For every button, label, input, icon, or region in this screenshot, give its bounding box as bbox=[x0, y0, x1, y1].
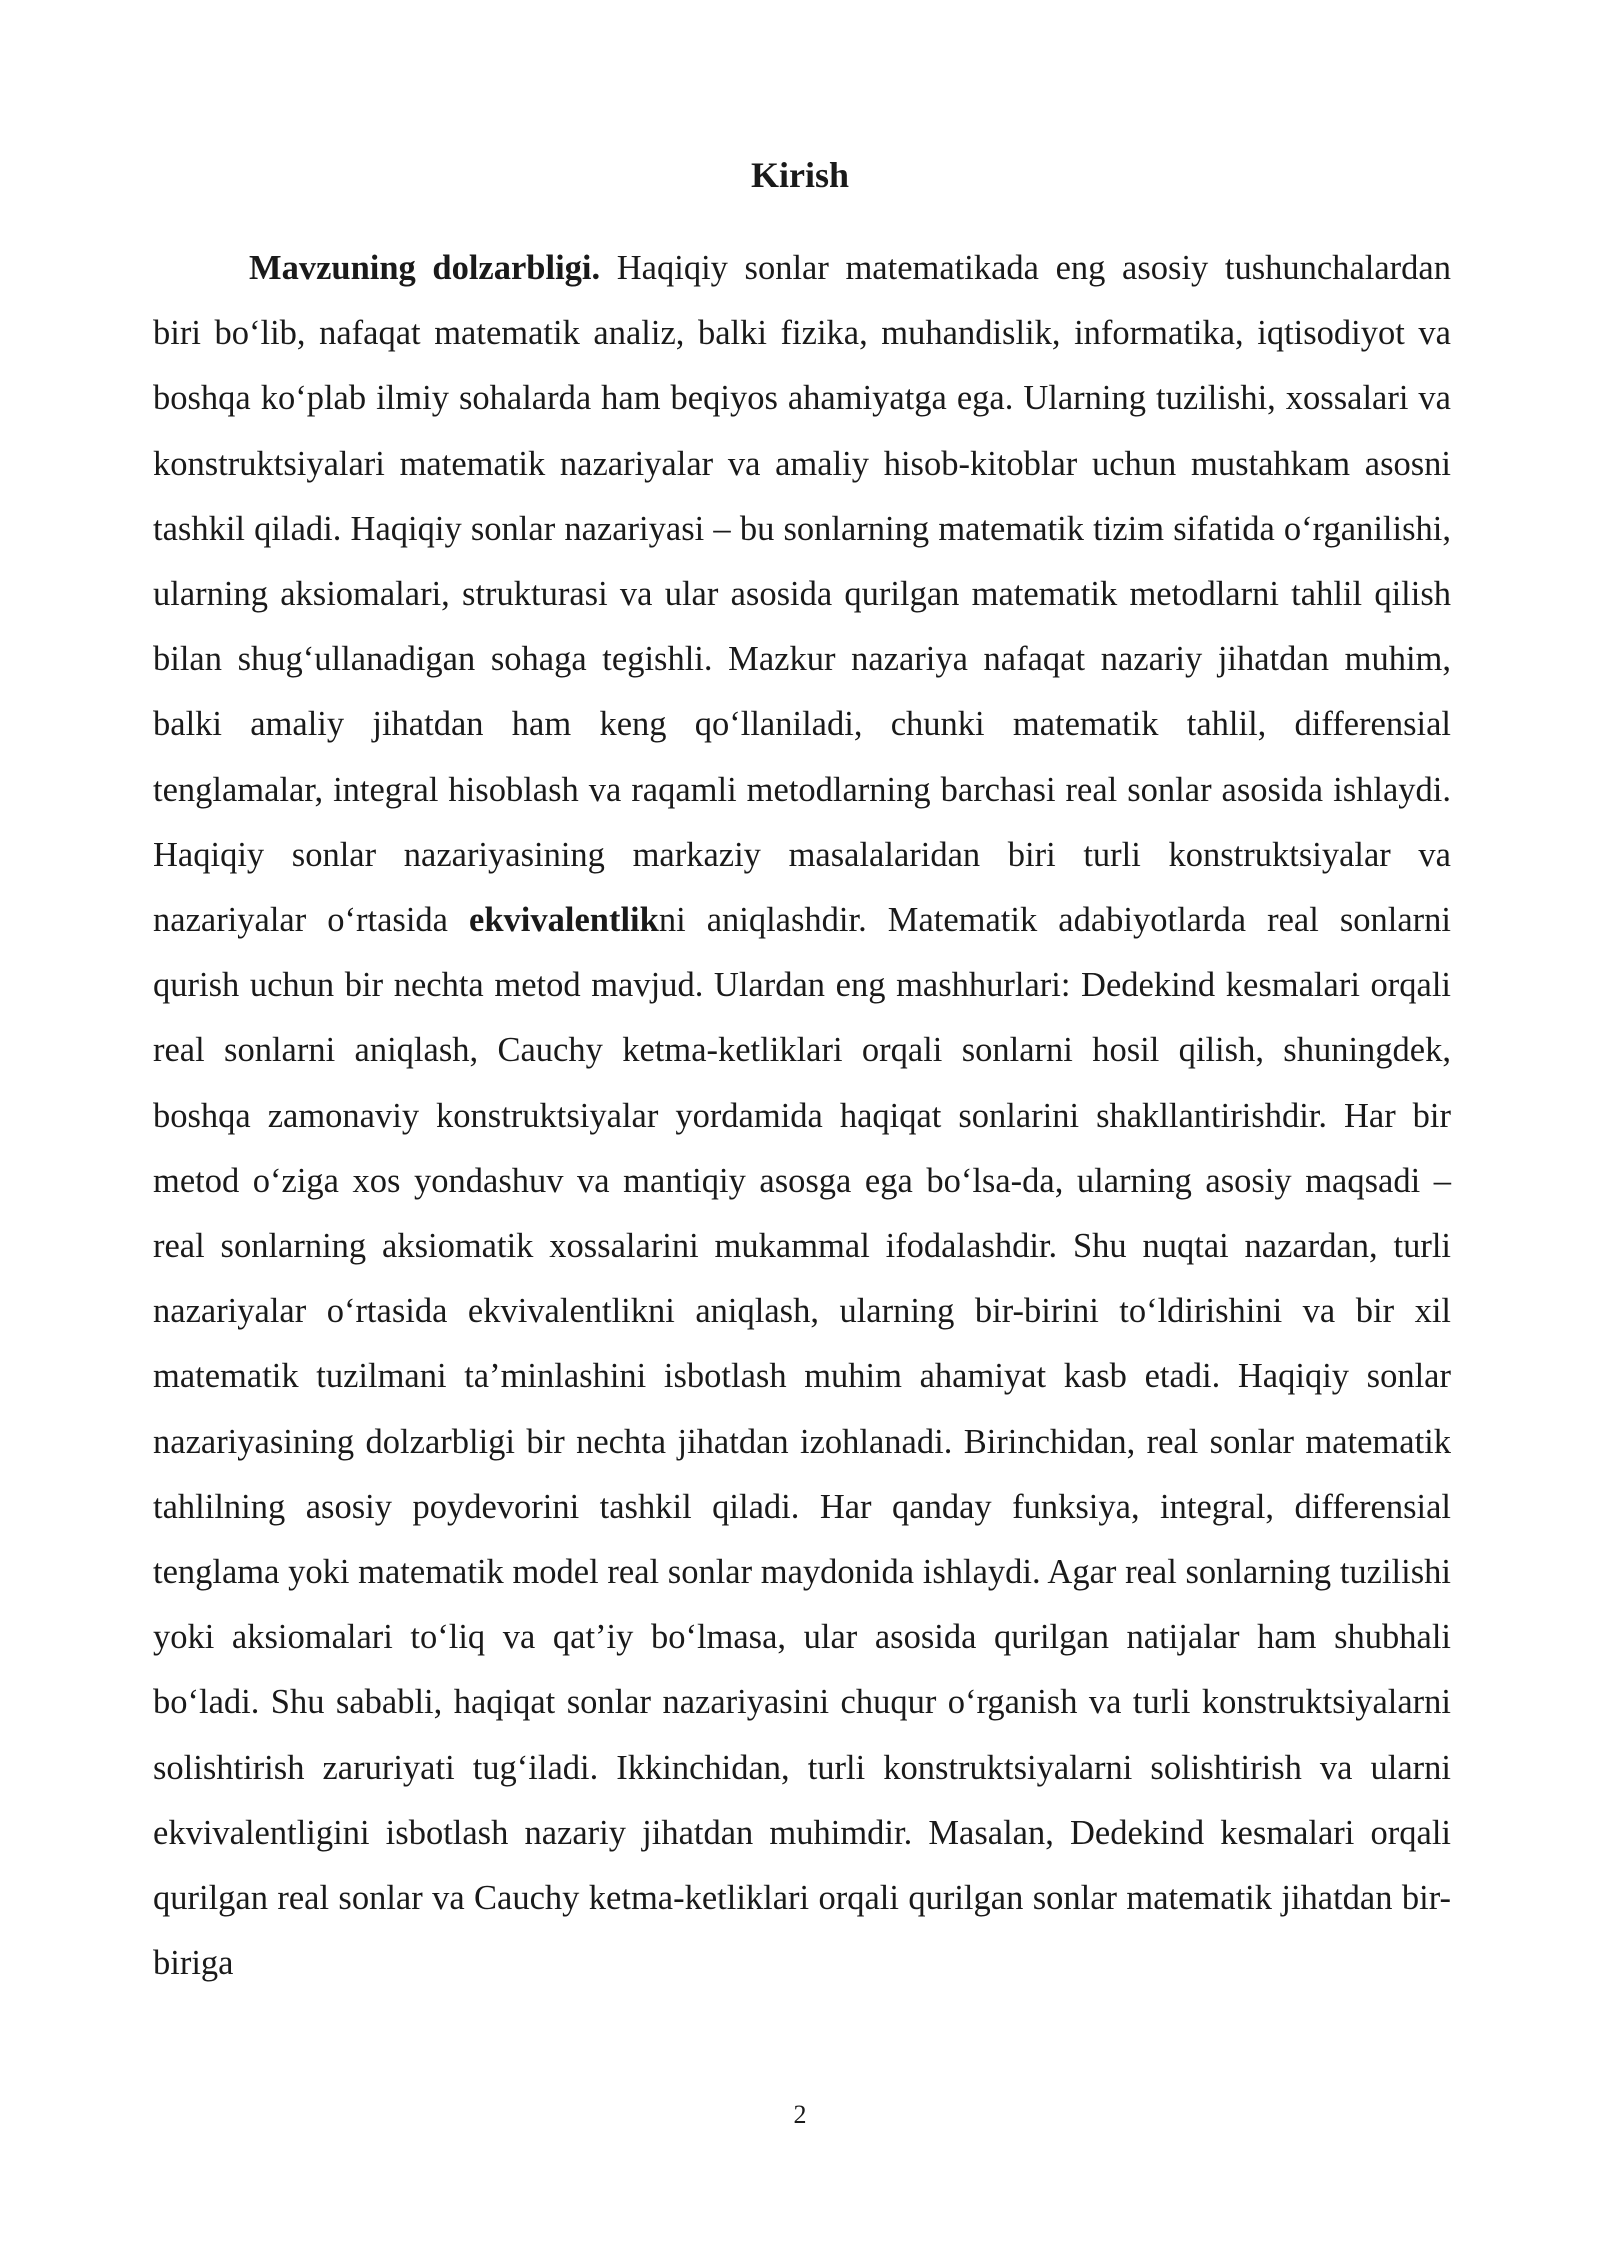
lead-heading: Mavzuning dolzarbligi. bbox=[249, 249, 601, 287]
section-title: Kirish bbox=[750, 155, 849, 195]
paragraph-text-part-1: Haqiqiy sonlar matematikada eng asosiy tushunchalardan biri bo‘lib, nafaqat matematik analiz, balki fizika, muhandislik, informatika, iqtisodiyot va boshqa ko‘plab ilmiy sohalarda ham beqiyos ahamiyatga ega. Ularning tuzilishi, xossalari va konstruktsiyalari matematik nazariyalar va amaliy hisob-kitoblar uchun mustahkam asosni tashkil qiladi. Haqiqiy sonlar nazariyasi – bu sonlarning matematik tizim sifatida o‘rganilishi, ularning aksiomalari, strukturasi va ular asosida qurilgan matematik metodlarni tahlil qilish bilan shug‘ullanadigan sohaga tegishli. Mazkur nazariya nafaqat nazariy jihatdan muhim, balki amaliy jihatdan ham keng qo‘llaniladi, chunki matematik tahlil, differensial tenglamalar, integral hisoblash va raqamli metodlarning barchasi real sonlar asosida ishlaydi. Haqiqiy sonlar nazariyasining markaziy masalalaridan biri turli konstruktsiyalar va nazariyalar o‘rtasida bbox=[153, 249, 1451, 940]
paragraph-text-part-2: ni aniqlashdir. Matematik adabiyotlarda real sonlarni qurish uchun bir nechta metod mavjud. Ulardan eng mashhurlari: Dedekind kesmalari orqali real sonlarni aniqlash, Cauchy ketma-ketliklari orqali sonlarni hosil qilish, shuningdek, boshqa zamonaviy konstruktsiyalar yordamida haqiqat sonlarini shakllantirishdir. Har bir metod o‘ziga xos yondashuv va mantiqiy asosga ega bo‘lsa-da, ularning asosiy maqsadi – real sonlarning aksiomatik xossalarini mukammal ifodalashdir. Shu nuqtai nazardan, turli nazariyalar o‘rtasida ekvivalentlikni aniqlash, ularning bir-birini to‘ldirishini va bir xil matematik tuzilmani ta’minlashini isbotlash muhim ahamiyat kasb etadi. Haqiqiy sonlar nazariyasining dolzarbligi bir nechta jihatdan izohlanadi. Birinchidan, real sonlar matematik tahlilning asosiy poydevorini tashkil qiladi. Har qanday funksiya, integral, differensial tenglama yoki matematik model real sonlar maydonida ishlaydi. Agar real sonlarning tuzilishi yoki aksiomalari to‘liq va qat’iy bo‘lmasa, ular asosida qurilgan natijalar ham shubhali bo‘ladi. Shu sababli, haqiqat sonlar nazariyasini chuqur o‘rganish va turli konstruktsiyalarni solishtirish zaruriyati tug‘iladi. Ikkinchidan, turli konstruktsiyalarni solishtirish va ularni ekvivalentligini isbotlash nazariy jihatdan muhimdir. Masalan, Dedekind kesmalari orqali qurilgan real sonlar va Cauchy ketma-ketliklari orqali qurilgan sonlar matematik jihatdan bir-biriga bbox=[153, 901, 1451, 1983]
page-number: 2 bbox=[793, 2100, 807, 2129]
emphasis-term: ekvivalentlik bbox=[469, 901, 659, 940]
body-paragraph bbox=[153, 236, 1451, 1996]
